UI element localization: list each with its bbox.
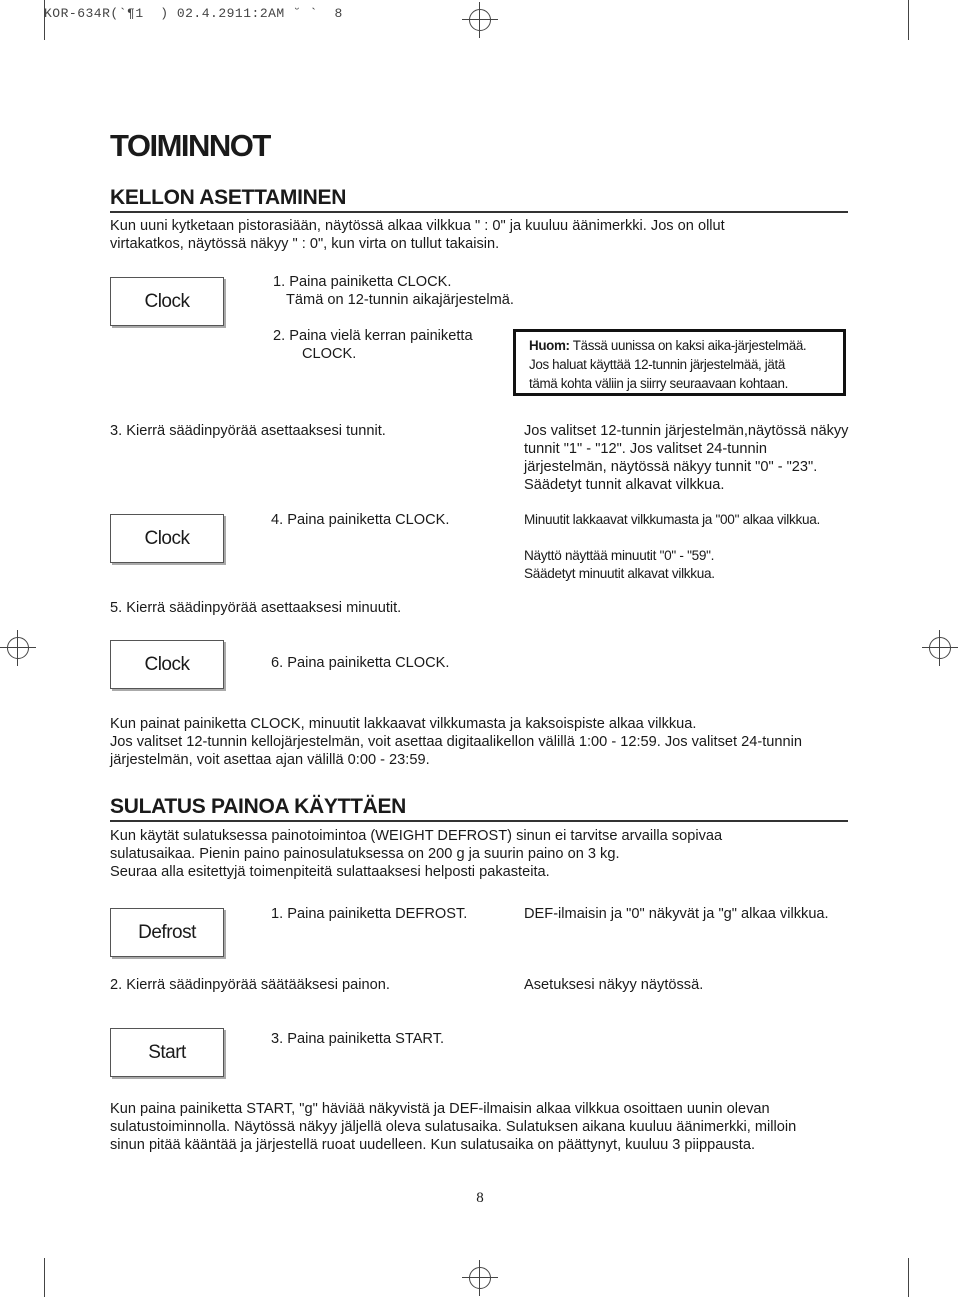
registration-mark-right xyxy=(922,630,958,666)
crop-line xyxy=(44,1258,45,1297)
registration-mark-left xyxy=(0,630,36,666)
heading-rule xyxy=(110,820,848,822)
print-header-code: KOR-634R(`¶1 ) 02.4.2911:2AM ˘ ` 8 xyxy=(44,6,343,21)
clock-step1-line2: Tämä on 12-tunnin aikajärjestelmä. xyxy=(286,292,514,308)
clock-step5: 5. Kierrä säädinpyörää asettaaksesi minuutit. xyxy=(110,600,402,616)
crop-line xyxy=(908,1258,909,1297)
defrost-section-heading: SULATUS PAINOA KÄYTTÄEN xyxy=(110,795,407,818)
note-line2: Jos haluat käyttää 12-tunnin järjestelmää, jätä xyxy=(529,357,785,372)
defrost-outro3: sinun pitää kääntää ja järjestellä ruoat uudelleen. Kun sulatusaika on päättynyt, kuuluu 3 piippausta. xyxy=(110,1137,755,1153)
defrost-outro1: Kun paina painiketta START, "g" häviää näkyvistä ja DEF-ilmaisin alkaa vilkkua osoittaen uunin olevan xyxy=(110,1101,770,1117)
clock-outro3: järjestelmän, voit asettaa ajan välillä 0:00 - 23:59. xyxy=(110,752,430,768)
clock-intro: Kun uuni kytketaan pistorasiään, näytössä alkaa vilkkua " : 0" ja kuuluu äänimerkki. Jos on ollut virtakatkos, näytössä näkyy " : 0", kun virta on tullut takaisin. xyxy=(110,218,725,252)
defrost-intro3: Seuraa alla esitettyjä toimenpiteitä sulattaaksesi helposti pakasteita. xyxy=(110,864,550,880)
defrost-intro1: Kun käytät sulatuksessa painotoimintoa (WEIGHT DEFROST) sinun ei tarvitse arvailla sopivaa xyxy=(110,828,723,844)
clock-outro1: Kun painat painiketta CLOCK, minuutit lakkaavat vilkkumasta ja kaksoispiste alkaa vilkkua. xyxy=(110,716,697,732)
defrost-step1: 1. Paina painiketta DEFROST. xyxy=(271,906,468,922)
crop-line xyxy=(908,0,909,40)
clock-step3-info3: järjestelmän, näytössä näkyy tunnit "0" - "23". xyxy=(524,459,818,475)
registration-mark-bottom xyxy=(462,1260,498,1296)
clock-step3-info2: tunnit "1" - "12". Jos valitset 24-tunnin xyxy=(524,441,767,457)
clock-section-heading: KELLON ASETTAMINEN xyxy=(110,186,347,209)
defrost-step2-info: Asetuksesi näkyy näytössä. xyxy=(524,977,704,993)
clock-step3-info4: Säädetyt tunnit alkavat vilkkua. xyxy=(524,477,725,493)
page-title: TOIMINNOT xyxy=(110,128,270,163)
page-number: 8 xyxy=(476,1190,484,1206)
clock-step4-info2: Näyttö näyttää minuutit "0" - "59". xyxy=(524,548,715,563)
clock-outro2: Jos valitset 12-tunnin kellojärjestelmän, voit asettaa digitaalikellon välillä 1:00 - 12:59. Jos valitset 24-tunnin xyxy=(110,734,802,750)
defrost-button[interactable]: Defrost xyxy=(110,908,224,957)
clock-button[interactable]: Clock xyxy=(110,514,224,563)
registration-mark-top xyxy=(462,2,498,38)
note-line3: tämä kohta väliin ja siirry seuraavaan kohtaan. xyxy=(529,376,788,391)
clock-step4-info1: Minuutit lakkaavat vilkkumasta ja "00" alkaa vilkkua. xyxy=(524,512,820,527)
clock-step3: 3. Kierrä säädinpyörää asettaaksesi tunnit. xyxy=(110,423,386,439)
note-label: Huom: xyxy=(529,338,570,353)
note-box xyxy=(513,329,846,396)
clock-step3-info1: Jos valitset 12-tunnin järjestelmän,näytössä näkyy xyxy=(524,423,849,439)
defrost-step1-info: DEF-ilmaisin ja "0" näkyvät ja "g" alkaa vilkkua. xyxy=(524,906,829,922)
defrost-outro2: sulatustoiminnolla. Näytössä näkyy jäljellä oleva sulatusaika. Sulatuksen aikana kuuluu äänimerkki, milloin xyxy=(110,1119,797,1135)
note-line1: Tässä uunissa on kaksi aika-järjestelmää. xyxy=(572,338,807,353)
heading-rule xyxy=(110,211,848,213)
clock-button[interactable]: Clock xyxy=(110,277,224,326)
start-button[interactable]: Start xyxy=(110,1028,224,1077)
defrost-intro2: sulatusaikaa. Pienin paino painosulatuksessa on 200 g ja suurin paino on 3 kg. xyxy=(110,846,620,862)
clock-step6: 6. Paina painiketta CLOCK. xyxy=(271,655,450,671)
clock-step4: 4. Paina painiketta CLOCK. xyxy=(271,512,450,528)
defrost-step2: 2. Kierrä säädinpyörää säätääksesi painon. xyxy=(110,977,390,993)
clock-step1-line1: 1. Paina painiketta CLOCK. xyxy=(273,274,452,290)
clock-step2-line2: CLOCK. xyxy=(302,346,357,362)
defrost-step3: 3. Paina painiketta START. xyxy=(271,1031,445,1047)
clock-step4-info3: Säädetyt minuutit alkavat vilkkua. xyxy=(524,566,715,581)
clock-step2-line1: 2. Paina vielä kerran painiketta xyxy=(273,328,473,344)
clock-button[interactable]: Clock xyxy=(110,640,224,689)
